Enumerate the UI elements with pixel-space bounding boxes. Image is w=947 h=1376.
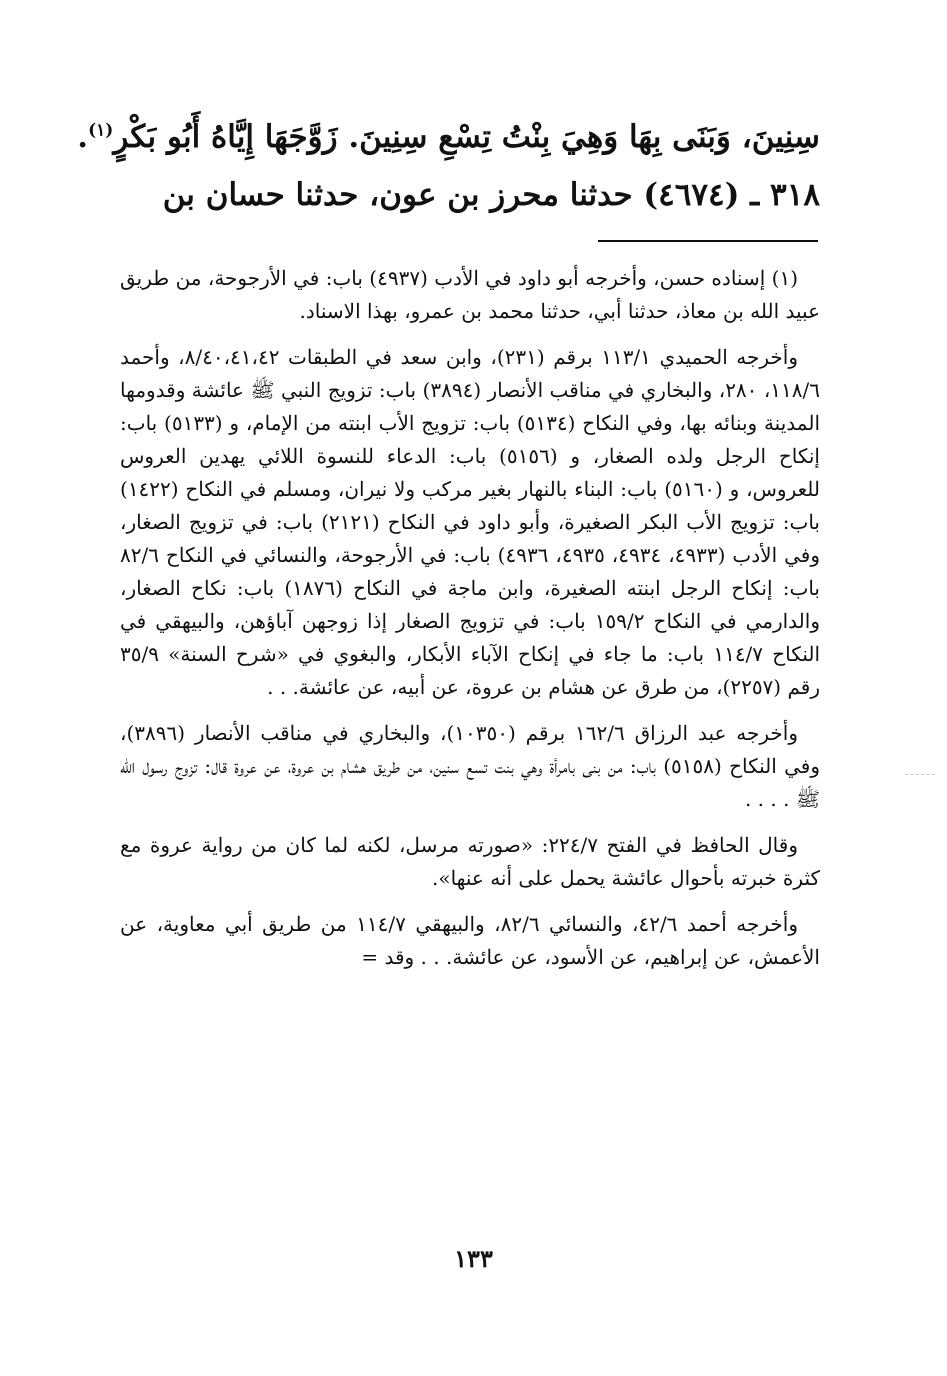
- footnote-separator: [598, 240, 818, 242]
- footnote-paragraph: وأخرجه الحميدي ١١٣/١ برقم (٢٣١)، وابن سعد في الطبقات ٨/٤٠،٤١،٤٢، وأحمد ١١٨/٦، ٢٨٠، والبخاري في مناقب الأنصار (٣٨٩٤) باب: تزويج النبي ﷺ عائشة وقدومها المدينة وبنائه بها، وفي النكاح (٥١٣٤) باب: تزويج الأب ابنته من الإمام، و (٥١٣٣) باب: إنكاح الرجل ولده الصغار، و (٥١٥٦) باب: الدعاء للنسوة اللائي يهدين العروس للعروس، و (٥١٦٠) باب: البناء بالنهار بغير مركب ولا نيران، ومسلم في النكاح (١٤٢٢) باب: تزويج الأب البكر الصغيرة، وأبو داود في النكاح (٢١٢١) باب: في تزويج الصغار، وفي الأدب (٤٩٣٣، ٤٩٣٤، ٤٩٣٥، ٤٩٣٦) باب: في الأرجوحة، والنسائي في النكاح ٨٢/٦ باب: إنكاح الرجل ابنته الصغيرة، وابن ماجة في النكاح (١٨٧٦) باب: نكاح الصغار، والدارمي في النكاح ١٥٩/٢ باب: في تزويج الصغار إذا زوجهن آباؤهن، والبيهقي في النكاح ١١٤/٧ باب: ما جاء في إنكاح الآباء الأبكار، والبغوي في «شرح السنة» ٣٥/٩ رقم (٢٢٥٧)، من طرق عن هشام بن عروة، عن أبيه، عن عائشة. . .: [120, 345, 821, 699]
- footnote-paragraph: (١) إسناده حسن، وأخرجه أبو داود في الأدب (٤٩٣٧) باب: في الأرجوحة، من طريق عبيد الله بن معاذ، حدثنا أبي، حدثنا محمد بن عمرو، بهذا الاسناد.: [120, 266, 820, 323]
- page-number: ١٣٣: [454, 1244, 493, 1273]
- hadith-text: سِنِينَ، وَبَنَى بِهَا وَهِيَ بِنْتُ تِسْعِ سِنِينَ. زَوَّجَهَا إِيَّاهُ أَبُو بَكْرٍ: [113, 119, 820, 155]
- footnote-paragraph: وأخرجه أحمد ٤٢/٦، والنسائي ٨٢/٦، والبيهقي ١١٤/٧ من طريق أبي معاوية، عن الأعمش، عن إبراهيم، عن الأسود، عن عائشة. . . وقد =: [120, 912, 820, 969]
- main-text-line-2: ٣١٨ ـ (٤٦٧٤) حدثنا محرز بن عون، حدثنا حسان بن: [162, 177, 820, 213]
- footnote-paragraph: وأخرجه عبد الرزاق ١٦٢/٦ برقم (١٠٣٥٠)، والبخاري في مناقب الأنصار (٣٨٩٦)، وفي النكاح (٥١٥٨) باب: من بنى بامرأة وهي بنت تسع سنين، من طريق هشام بن عروة، عن عروة قال: تزوج رسول الله ﷺ . . . .: [120, 721, 821, 811]
- sentence-end: .: [77, 119, 89, 155]
- margin-mark: [905, 774, 935, 775]
- footnote-paragraph: وقال الحافظ في الفتح ٢٢٤/٧: «صورته مرسل، لكنه لما كان من رواية عروة مع كثرة خبرته بأحوال عائشة يحمل على أنه عنها».: [120, 833, 820, 890]
- main-text-line-1: [77, 108, 820, 166]
- footnote-reference: (١): [88, 120, 114, 141]
- footnotes: [120, 262, 820, 987]
- main-text: [77, 108, 820, 224]
